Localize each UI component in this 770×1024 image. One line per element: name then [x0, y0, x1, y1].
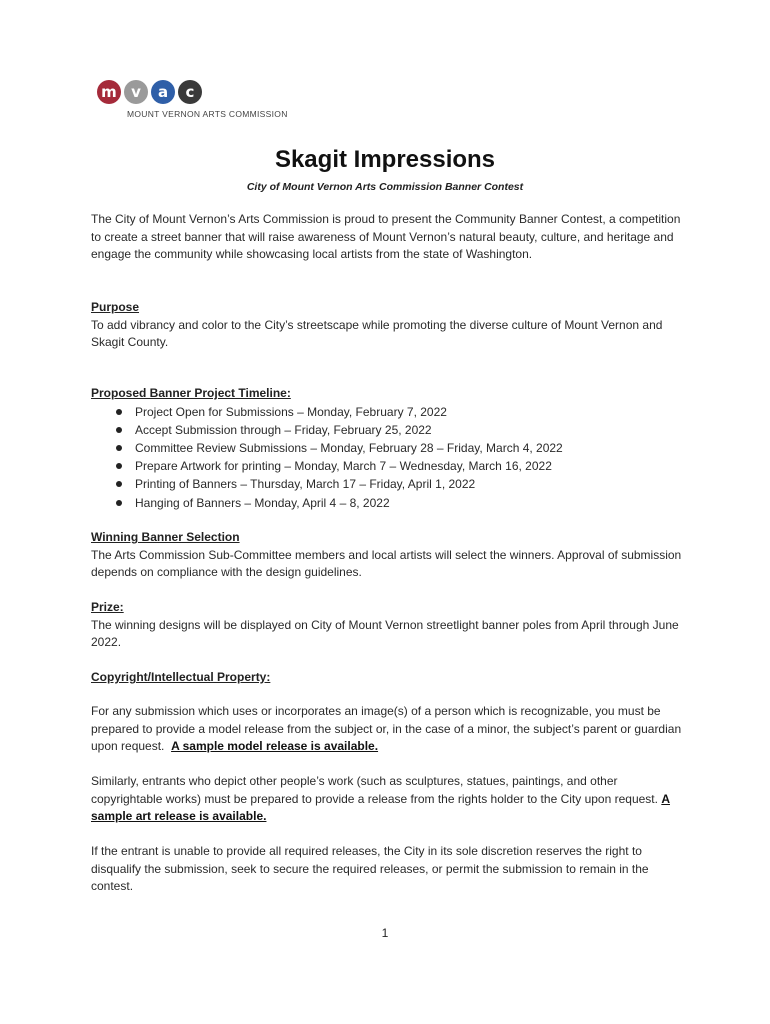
bullet-icon [116, 500, 122, 506]
copyright-text-2: Similarly, entrants who depict other people’s work (such as sculptures, statues, paintings, and other copyrightable works) must be prepared to provide a release from the rights holder to the City upon request. [91, 774, 658, 806]
page-title: Skagit Impressions [274, 146, 496, 173]
copyright-paragraph-3: If the entrant is unable to provide all required releases, the City in its sole discretion reserves the right to disqualify the submission, seek to secure the required releases, or permit the submission to remain in the contest. [91, 844, 649, 893]
logo-circle-a: a [151, 80, 175, 104]
bullet-icon [116, 481, 122, 487]
page-number: 1 [381, 926, 389, 940]
copyright-paragraph-2 [91, 773, 691, 826]
model-release-link[interactable]: A sample model release is available. [171, 739, 379, 753]
art-release-link[interactable]: A sample art release is available. [91, 791, 670, 823]
logo-circle-v: v [124, 80, 148, 104]
copyright-paragraph-1 [91, 703, 691, 756]
timeline-item: Project Open for Submissions – Monday, February 7, 2022 [91, 403, 691, 421]
intro-paragraph: The City of Mount Vernon’s Arts Commission is proud to present the Community Banner Contest, a competition to create a street banner that will raise awareness of Mount Vernon’s natural beauty, culture, and heritage and engage the community while showcasing local artists from the state of Washington. [91, 212, 681, 261]
selection-heading: Winning Banner Selection [91, 530, 240, 544]
timeline-heading: Proposed Banner Project Timeline: [91, 386, 291, 400]
prize-heading: Prize: [91, 600, 124, 614]
logo-circles [97, 80, 297, 104]
timeline-list [91, 403, 691, 512]
purpose-heading: Purpose [91, 300, 140, 314]
purpose-section [91, 299, 691, 352]
purpose-text: To add vibrancy and color to the City’s streetscape while promoting the diverse culture of Mount Vernon and Skagit County. [91, 317, 663, 349]
page-subtitle: City of Mount Vernon Arts Commission Banner Contest [246, 181, 524, 193]
bullet-icon [116, 427, 122, 433]
logo-circle-m: m [97, 80, 121, 104]
timeline-item: Committee Review Submissions – Monday, February 28 – Friday, March 4, 2022 [91, 439, 691, 457]
selection-section [91, 529, 691, 582]
copyright-text-1: For any submission which uses or incorporates an image(s) of a person which is recognizable, you must be prepared to provide a model release from the subject or, in the case of a minor, the subject’s parent or guardian upon request. [91, 704, 682, 753]
bullet-icon [116, 445, 122, 451]
bullet-icon [116, 463, 122, 469]
selection-text: The Arts Commission Sub-Committee members and local artists will select the winners. Approval of submission depends on compliance with the design guidelines. [91, 547, 682, 579]
timeline-item: Hanging of Banners – Monday, April 4 – 8, 2022 [91, 494, 691, 512]
prize-text: The winning designs will be displayed on City of Mount Vernon streetlight banner poles from April through June 2022. [91, 617, 679, 649]
copyright-heading: Copyright/Intellectual Property: [91, 670, 271, 684]
copyright-heading-block [91, 669, 691, 687]
bullet-icon [116, 409, 122, 415]
timeline-item: Prepare Artwork for printing – Monday, March 7 – Wednesday, March 16, 2022 [91, 457, 691, 475]
mvac-logo [97, 80, 297, 122]
prize-section [91, 599, 691, 652]
logo-tagline: MOUNT VERNON ARTS COMMISSION [127, 109, 288, 119]
timeline-item: Accept Submission through – Friday, February 25, 2022 [91, 421, 691, 439]
timeline-item: Printing of Banners – Thursday, March 17 – Friday, April 1, 2022 [91, 475, 691, 493]
timeline-section [91, 385, 691, 512]
logo-circle-c: c [178, 80, 202, 104]
